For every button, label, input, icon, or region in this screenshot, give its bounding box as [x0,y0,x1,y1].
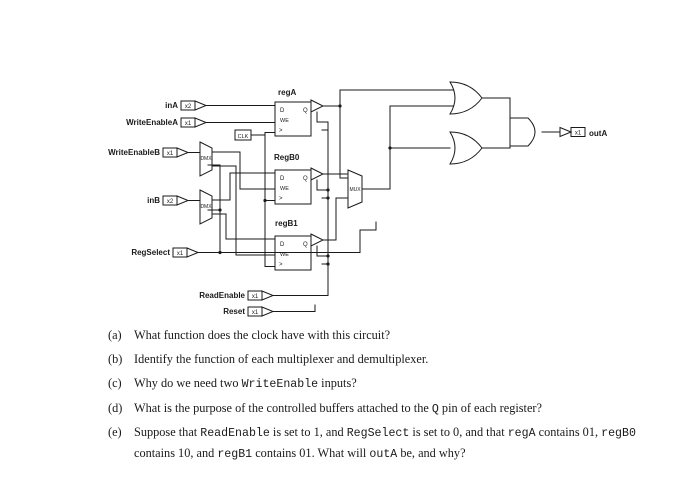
code-span: regA [507,427,536,441]
wire-mux-to-or-top [390,106,450,148]
svg-text:x1: x1 [166,151,174,157]
label-writeenablea: WriteEnableA [126,118,178,127]
svg-text:x1: x1 [251,294,259,300]
code-span: Q [431,402,439,416]
svg-text:Q: Q [303,242,308,248]
wire-rega-out-top [323,90,450,106]
svg-text:x2: x2 [184,104,192,110]
label-regb1: regB1 [275,219,298,228]
wire-mux-out-up [362,148,450,189]
pin-writeenableb-arrow [177,148,188,157]
junction-buf-1 [326,188,329,191]
buffer-regb0 [311,168,323,180]
junction-clk [263,199,266,202]
wire-buffer-enables-bus [317,122,328,256]
label-writeenableb: WriteEnableB [108,148,160,157]
text-span: pin of each register? [438,400,542,415]
buffer-rega [311,100,323,112]
label-regb0: RegB0 [274,153,300,162]
svg-text:Q: Q [303,108,308,114]
question-e-label: (e) [108,425,122,440]
text-span: inputs? [318,375,357,390]
svg-text:MUX: MUX [349,187,361,193]
label-inb: inB [147,196,160,205]
or-gate-top-inputs [450,90,453,106]
question-e [108,423,638,465]
question-b-text [134,350,638,370]
svg-text:DMX: DMX [200,156,212,162]
pin-regselect-arrow [187,248,198,257]
label-rega: regA [278,88,297,97]
or-gate-bottom [450,132,482,164]
svg-text:WE: WE [280,118,289,124]
svg-text:x1: x1 [251,310,259,316]
junction-mux-out [388,146,391,149]
question-c-label: (c) [108,375,122,390]
question-a-label: (a) [108,328,122,342]
question-e-text [134,423,638,465]
wire-clk-to-rega [251,133,275,136]
pin-inb-arrow [177,196,188,205]
wire-clk-to-regb0 [265,135,275,201]
text-span: What function does the clock have with this circuit? [134,328,391,342]
wire-clk-to-regb1 [265,201,275,267]
pin-ina-arrow [195,101,206,110]
svg-text:DMX: DMX [200,204,212,210]
question-d-label: (d) [108,400,123,415]
pin-readenable-arrow [262,291,273,300]
circuit-diagram [60,70,640,320]
question-a [108,326,638,346]
or-gate-top [450,82,482,114]
wire-regselect-mux-sel2 [360,222,376,230]
code-span: regB1 [217,448,253,462]
wire-regselect-to-mux-sel [220,230,360,253]
wire-dmx2-out0-to-regb0-d [212,173,275,200]
code-span: WriteEnable [241,377,319,391]
text-span: What is the purpose of the controlled buffers attached to the [134,400,432,415]
text-span: contains 01, [535,425,602,440]
junction-buf-2 [326,254,329,257]
label-readenable: ReadEnable [199,291,245,300]
svg-text:x1: x1 [176,251,184,257]
question-a-text [134,326,638,346]
text-span: Suppose that [134,425,201,440]
pin-writeenablea-arrow [195,118,206,127]
circuit-diagram-svg [60,70,640,320]
svg-text:D: D [280,242,285,248]
wire-dmx2-out1-to-regb1-d [212,214,275,239]
svg-text:x1: x1 [574,130,582,137]
question-c-text [134,374,638,395]
buffer-regb1 [311,234,323,246]
svg-text:Q: Q [303,176,308,182]
svg-text:WE: WE [280,252,289,258]
svg-text:>: > [279,196,283,202]
junction-regselect-1 [218,208,221,211]
wire-or-top-out [482,98,510,125]
svg-text:>: > [279,262,283,268]
text-span: contains 10, and [134,446,218,461]
svg-text:x2: x2 [166,199,174,205]
svg-text:WE: WE [280,186,289,192]
questions-list [108,326,638,469]
svg-text:D: D [280,176,285,182]
code-span: outA [369,448,398,462]
label-reset: Reset [223,307,245,316]
wire-regb1-out-to-mux [323,198,348,240]
wire-dmx1-out0-to-regb0-we [212,152,275,189]
wire-or-bottom-out [482,140,510,148]
label-outa: outA [589,129,608,138]
code-span: RegSelect [346,427,410,441]
svg-text:x1: x1 [184,121,192,127]
question-b [108,350,638,370]
junction-rega-out [338,104,341,107]
text-span: is set to 1, and [269,425,347,440]
text-span: Why do we need two [134,375,242,390]
question-d-text [134,399,638,420]
code-span: ReadEnable [200,427,270,441]
question-c [108,374,638,395]
pin-reset-arrow [262,307,273,316]
svg-text:D: D [280,108,285,114]
wire-reset [273,305,315,312]
text-span: contains 01. What will [252,446,370,461]
label-ina: inA [165,101,178,110]
text-span: Identify the function of each multiplexer and demultiplexer. [134,351,429,366]
wire-rega-out-down [340,106,348,178]
question-b-label: (b) [108,351,123,366]
svg-text:CLK: CLK [237,134,249,140]
svg-text:>: > [279,128,283,134]
text-span: be, and why? [397,446,466,461]
question-d [108,399,638,420]
pin-outa-arrow [560,128,571,137]
text-span: is set to 0, and that [409,425,508,440]
and-gate-out [510,118,535,146]
code-span: regB0 [601,427,636,441]
label-regselect: RegSelect [131,248,170,257]
